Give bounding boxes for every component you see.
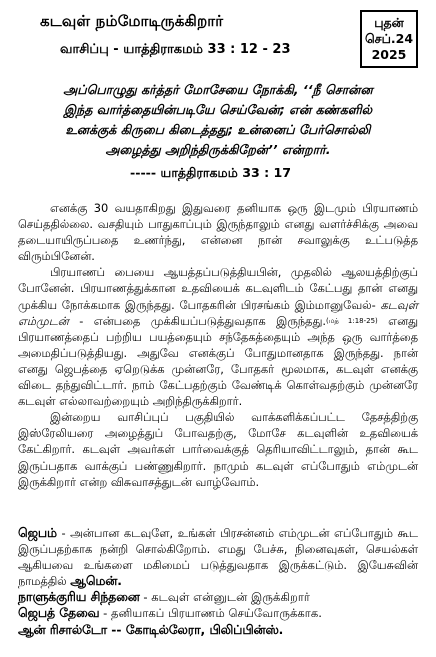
amen-text: ஆமென்.	[70, 574, 122, 589]
verse-line: அப்பொழுது கர்த்தர் மோசேயை நோக்கி, ‘‘நீ சொன்ன	[63, 82, 373, 97]
verse-line: இந்த வார்த்தையின்படியே செய்வேன்; என் கண்களில்	[63, 102, 373, 117]
date-year: 2025	[371, 47, 407, 62]
need-text: - தனியாகப் பிரயாணம் செய்வோருக்காக.	[99, 606, 322, 620]
date-box	[360, 10, 418, 68]
verse-reference: ----- யாத்திராகமம் 33 : 17	[130, 165, 292, 180]
verse-line: உனக்குக் கிருபை கிடைத்தது; உன்னைப் பேர்சொல்லி	[65, 122, 371, 137]
date-weekday: புதன்	[374, 15, 404, 30]
author-line: ஆன் ரிசால்டோ -- கோடில்லேரா, பிலிப்பின்ஸ்.	[18, 623, 284, 637]
date-day: செப்.24	[364, 31, 414, 46]
prayer-label: ஜெபம்	[18, 526, 57, 540]
paragraph-text: பிரயாணப் பையை ஆயத்தப்படுத்தியபின், முதலில் ஆலயத்திற்குப் போனேன். பிரயாணத்துக்கான உதவியைக் கடவுளிடம் கேட்பது தான் எனது முக்கிய நோக்கமாக இருந்தது. போதகரின் பிரசங்கம் இம்மானுவேல்-	[18, 265, 418, 312]
thought-text: - கடவுள் என்னுடன் இருக்கிறார்	[139, 590, 310, 604]
need-label: ஜெபத் தேவை	[18, 606, 100, 620]
scripture-reading: வாசிப்பு - யாத்திராகமம் 33 : 12 - 23	[60, 42, 291, 57]
thought-of-day	[18, 589, 428, 605]
paragraph-text: எனது பிரயாணத்தைப் பற்றிய பயத்தையும் சந்தேகத்தையும் அந்த ஒரு வார்த்தை அமைதிப்படுத்தியது. அதுவே எனக்குப் போதுமானதாக இருந்தது. நான் எனது ஜெபத்தை ஏறெடுக்க முன்னரே, போதகர் மூலமாக, கடவுள் எனக்கு விடை தந்துவிட்டார். நாம் கேட்பதற்கும் வேண்டிக் கொள்வதற்கும் முன்னரே கடவுள் எல்லாவற்றையும் அறிந்திருக்கிறார்.	[18, 313, 418, 409]
page-title: கடவுள் நம்மோடிருக்கிறார்	[40, 12, 224, 30]
body-paragraph: எனக்கு 30 வயதாகிறது இதுவரை தனியாக ஒரு இடமும் பிரயாணம் செய்ததில்லை. வசதியும் பாதுகாப்பும் இருந்தாலும் எனது வளர்ச்சிக்கு அவை தடையாயிருப்பதை உணர்ந்து, என்னை நான் சவாலுக்கு உட்படுத்த விரும்பினேன்.	[18, 201, 418, 264]
prayer-section	[18, 525, 418, 589]
devotional-body	[18, 200, 418, 490]
verse-line: அழைத்து அறிந்திருக்கிறேன்’’ என்றார்.	[105, 142, 331, 157]
bible-reference: (மத் 1:18-25)	[325, 316, 378, 325]
prayer-text: - அன்பான கடவுளே, உங்கள் பிரசன்னம் எம்முடன் எப்போதும் கூட இருப்பதற்காக நன்றி சொல்கிறோம். எமது பேச்சு, நினைவுகள், செயல்கள் ஆகியவை உங்களை மகிமைப் படுத்துவதாக இருக்கட்டும். இயேசுவின் நாமத்தில்	[18, 526, 418, 589]
emphasis-text: கடவுள் எம்முடன்	[18, 297, 418, 328]
body-paragraph: இன்றைய வாசிப்புப் பகுதியில் வாக்களிக்கப்பட்ட தேசத்திற்கு இஸ்ரேலியரை அழைத்துப் போவதற்கு, மோசே கடவுளின் உதவியைக் கேட்கிறார். கடவுள் அவர்கள் பார்வைக்குத் தெரியாவிட்டாலும், தான் கூட இருப்பதாக வாக்குப் பண்ணுகிறார். நாமும் கடவுள் எப்போதும் எம்முடன் இருக்கிறார் என்ற விசுவாசத்துடன் வாழ்வோம்.	[18, 410, 418, 489]
body-paragraph	[18, 264, 418, 409]
key-verse	[10, 80, 426, 160]
prayer-need	[18, 605, 428, 621]
paragraph-text: - என்பதை முக்கியப்படுத்துவதாக இருந்தது.	[68, 313, 326, 328]
thought-label: நாளுக்குரிய சிந்தனை	[18, 590, 140, 604]
